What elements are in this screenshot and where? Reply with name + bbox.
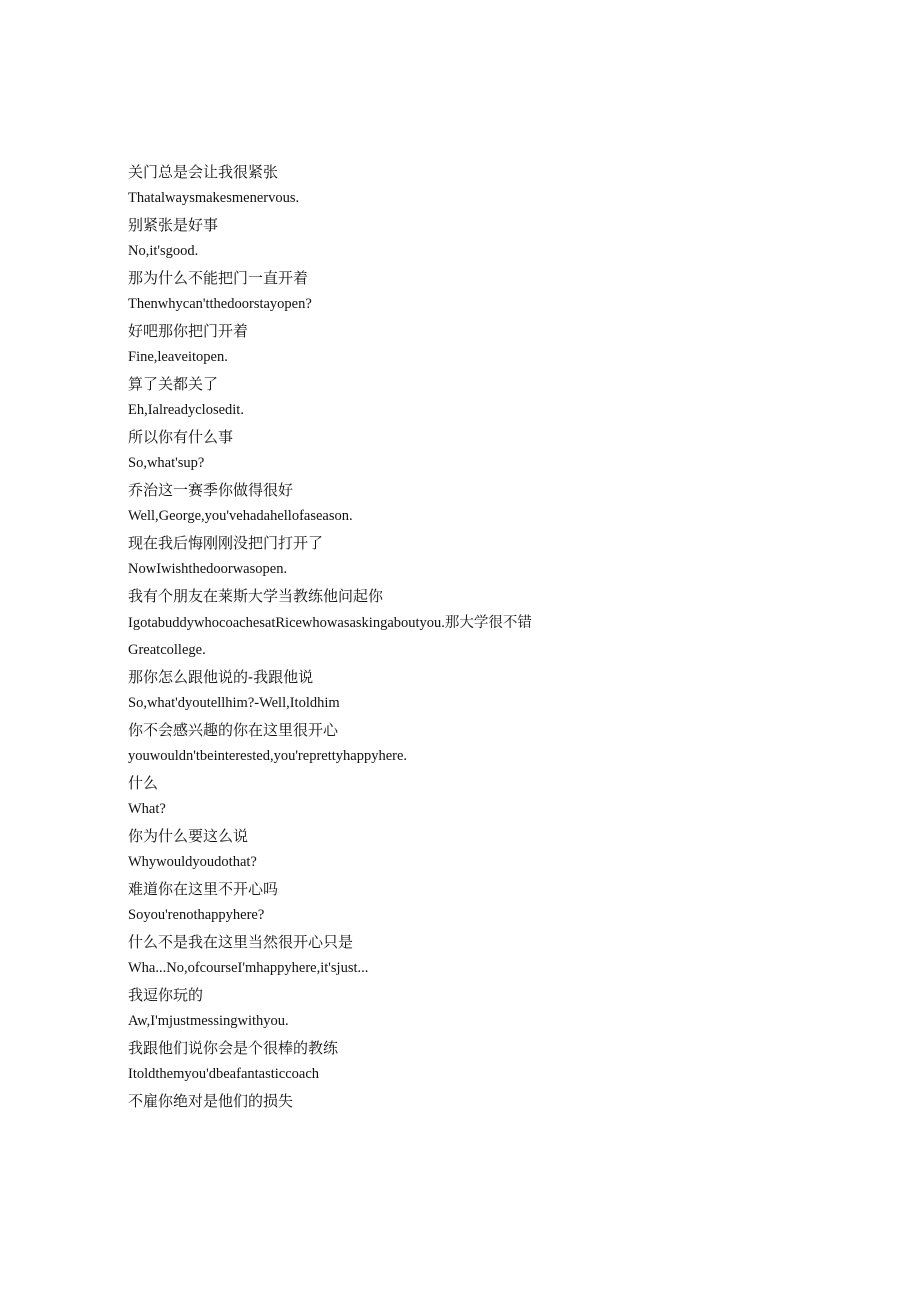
- transcript-line-en: NowIwishthedoorwasopen.: [128, 561, 288, 577]
- transcript-line-zh: 我逗你玩的: [128, 986, 204, 1004]
- transcript-line-en: No,it'sgood.: [128, 243, 199, 259]
- transcript-line-en: Wha...No,ofcourseI'mhappyhere,it'sjust...: [128, 960, 369, 976]
- transcript-line-zh: 好吧那你把门开着: [128, 322, 249, 340]
- transcript-line-en: Greatcollege.: [128, 642, 206, 658]
- transcript-line-zh: 什么: [128, 774, 159, 792]
- transcript-line-zh: 我跟他们说你会是个很棒的教练: [128, 1039, 339, 1057]
- transcript-line-zh: 别紧张是好事: [128, 216, 219, 234]
- transcript-line-en: Whywouldyoudothat?: [128, 854, 257, 870]
- transcript-line-zh: 那为什么不能把门一直开着: [128, 269, 309, 287]
- transcript-line-en: What?: [128, 801, 166, 817]
- transcript-line-en: youwouldn'tbeinterested,you'reprettyhappyhere.: [128, 748, 408, 764]
- transcript-line-zh: 所以你有什么事: [128, 428, 234, 446]
- bilingual-transcript: [128, 160, 570, 1116]
- transcript-line-zh: 那你怎么跟他说的-我跟他说: [128, 668, 314, 686]
- transcript-line-zh: 难道你在这里不开心吗: [128, 880, 279, 898]
- transcript-line-en: Thatalwaysmakesmenervous.: [128, 190, 300, 206]
- transcript-line-zh: 乔治这一赛季你做得很好: [128, 481, 294, 499]
- transcript-line-en: Well,George,you'vehadahellofaseason.: [128, 508, 353, 524]
- transcript-line-zh: 我有个朋友在莱斯大学当教练他问起你: [128, 587, 384, 605]
- transcript-line-en: So,what'dyoutellhim?-Well,Itoldhim: [128, 695, 340, 711]
- transcript-line-en: IgotabuddywhocoachesatRicewhowasaskingaboutyou.那大学很不错: [128, 615, 532, 631]
- transcript-line-en: Fine,leaveitopen.: [128, 349, 228, 365]
- transcript-line-en: Itoldthemyou'dbeafantasticcoach: [128, 1066, 320, 1082]
- transcript-line-zh: 现在我后悔刚刚没把门打开了: [128, 534, 324, 552]
- transcript-line-en: Thenwhycan'tthedoorstayopen?: [128, 296, 312, 312]
- transcript-line-zh: 什么不是我在这里当然很开心只是: [128, 933, 354, 951]
- transcript-line-zh: 关门总是会让我很紧张: [128, 163, 279, 181]
- transcript-line-en: So,what'sup?: [128, 455, 205, 471]
- transcript-line-zh: 你为什么要这么说: [128, 827, 249, 845]
- transcript-line-en: Soyou'renothappyhere?: [128, 907, 265, 923]
- transcript-line-en: Eh,Ialreadyclosedit.: [128, 402, 244, 418]
- transcript-line-zh: 不雇你绝对是他们的损失: [128, 1092, 294, 1110]
- transcript-line-zh: 你不会感兴趣的你在这里很开心: [128, 721, 339, 739]
- transcript-line-zh: 算了关都关了: [128, 375, 219, 393]
- transcript-line-en: Aw,I'mjustmessingwithyou.: [128, 1013, 289, 1029]
